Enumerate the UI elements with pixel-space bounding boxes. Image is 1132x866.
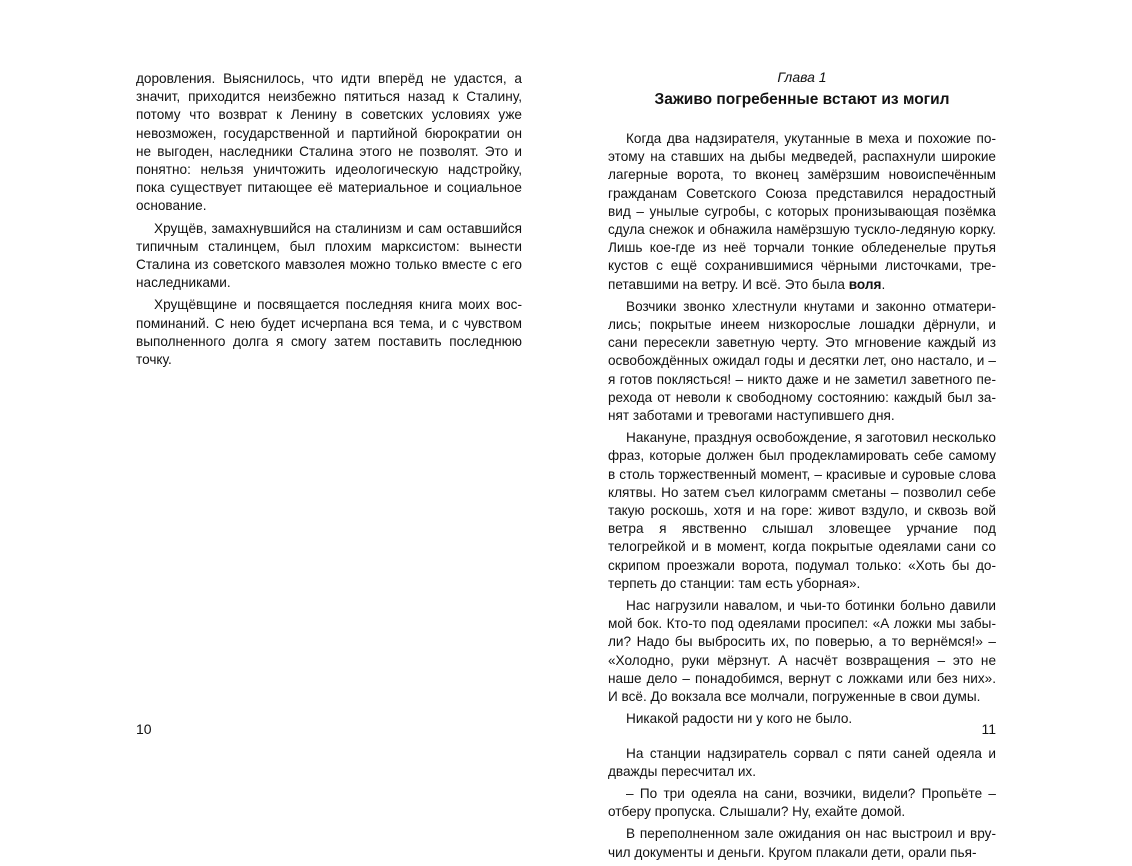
- left-page: [136, 0, 522, 800]
- right-paragraph: Никакой радости ни у кого не было.: [626, 711, 853, 727]
- page-number-right: 11: [981, 721, 996, 737]
- left-paragraph: доровления. Выяснилось, что идти вперёд не удастся, а значит, приходится неизбежно пятиться назад к Сталину, потому что возврат к Ленину в советских условиях уже невозможен, государственной и партийной бюрократии он не выгоден, наследники Сталина этого не позволят. Это и понятно: нельзя уничтожить идеологическую надстройку, пока существует питающее её материальное и социальное основание.: [136, 71, 522, 214]
- right-paragraph: Накануне, празднуя освобождение, я заготовил несколько фраз, которые должен был продекламировать себе самому в столь торжественный момент, – красивые и суровые слова клятвы. Но затем съел килограмм сметаны – позволил себе такую роскошь, хотя и на горе: живот вздуло, и сквозь вой ветра я явственно слышал зловещее урчание под телогрейкой и в момент, когда покрытые одеялами сани со скрипом проезжали ворота, подумал только: «Хоть бы дотерпеть до станции: там есть уборная».: [608, 430, 996, 591]
- right-page: [608, 0, 996, 860]
- page-number-left: 10: [136, 721, 152, 737]
- right-paragraph: Нас нагрузили навалом, и чьи-то ботинки больно давили мой бок. Кто-то под одеялами просипел: «А ложки мы забыли? Надо бы выбросить их, по поверью, а то вернёмся!» – «Холодно, руки мёрзнут. А насчёт возвращения – это не наше дело – понадобимся, вернут с ложками или без них». И всё. До вокзала все молчали, погруженные в свои думы.: [608, 598, 996, 705]
- left-page-text: [136, 70, 522, 373]
- right-paragraph: – По три одеяла на сани, возчики, видели? Пропьёте – отберу пропуска. Слышали? Ну, ехайте домой.: [608, 785, 996, 820]
- emphasized-word: воля: [848, 276, 882, 292]
- right-paragraph: Возчики звонко хлестнули кнутами и законно отматерились; покрытые инеем низкорослые лошадки дёрнули, и сани пересекли заветную черту. Это мгновение каждый из освобождённых ожидал годы и десятки лет, оно настало, и – я готов поклясться! – никто даже и не заметил заветного перехода от неволи к свободному состоянию: каждый был занят заботами и тревогами наступившего дня.: [608, 298, 996, 424]
- paragraph-text: Когда два надзирателя, укутанные в меха и похожие поэтому на ставших на дыбы медведей, распахнули широкие лагерные ворота, то вконец замёрзшим новоиспечённым гражданам Советского Союза представился нерадостный вид – унылые сугробы, с которых пронизывающая позёмка сдула снежок и обнажила намёрзшую тускло-ледяную корку. Лишь кое-где из неё торчали тонкие обледенелые прутья кустов с ещё сохранившимися чёрными листочками, трепетавшими на ветру. И всё. Это была: [608, 131, 996, 292]
- paragraph-end: .: [881, 276, 886, 292]
- chapter-label: Глава 1: [777, 69, 827, 85]
- left-paragraph: Хрущёв, замахнувшийся на сталинизм и сам оставшийся типичным сталинцем, был плохим марксистом: вынести Сталина из советского мавзолея можно только вместе с его наследниками.: [136, 220, 522, 291]
- left-paragraph: Хрущёвщине и посвящается последняя книга моих воспоминаний. С нею будет исчерпана вся тема, и с чувством выполненного долга я смогу затем поставить последнюю точку.: [136, 297, 522, 368]
- right-paragraph: [608, 130, 996, 294]
- right-paragraph: На станции надзиратель сорвал с пяти саней одеяла и дважды пересчитал их.: [608, 745, 996, 779]
- right-paragraph: В переполненном зале ожидания он нас выстроил и вручил документы и деньги. Кругом плакали дети, орали пья-: [608, 826, 996, 860]
- chapter-title: Заживо погребенные встают из могил: [654, 91, 950, 108]
- right-page-text: [608, 68, 996, 866]
